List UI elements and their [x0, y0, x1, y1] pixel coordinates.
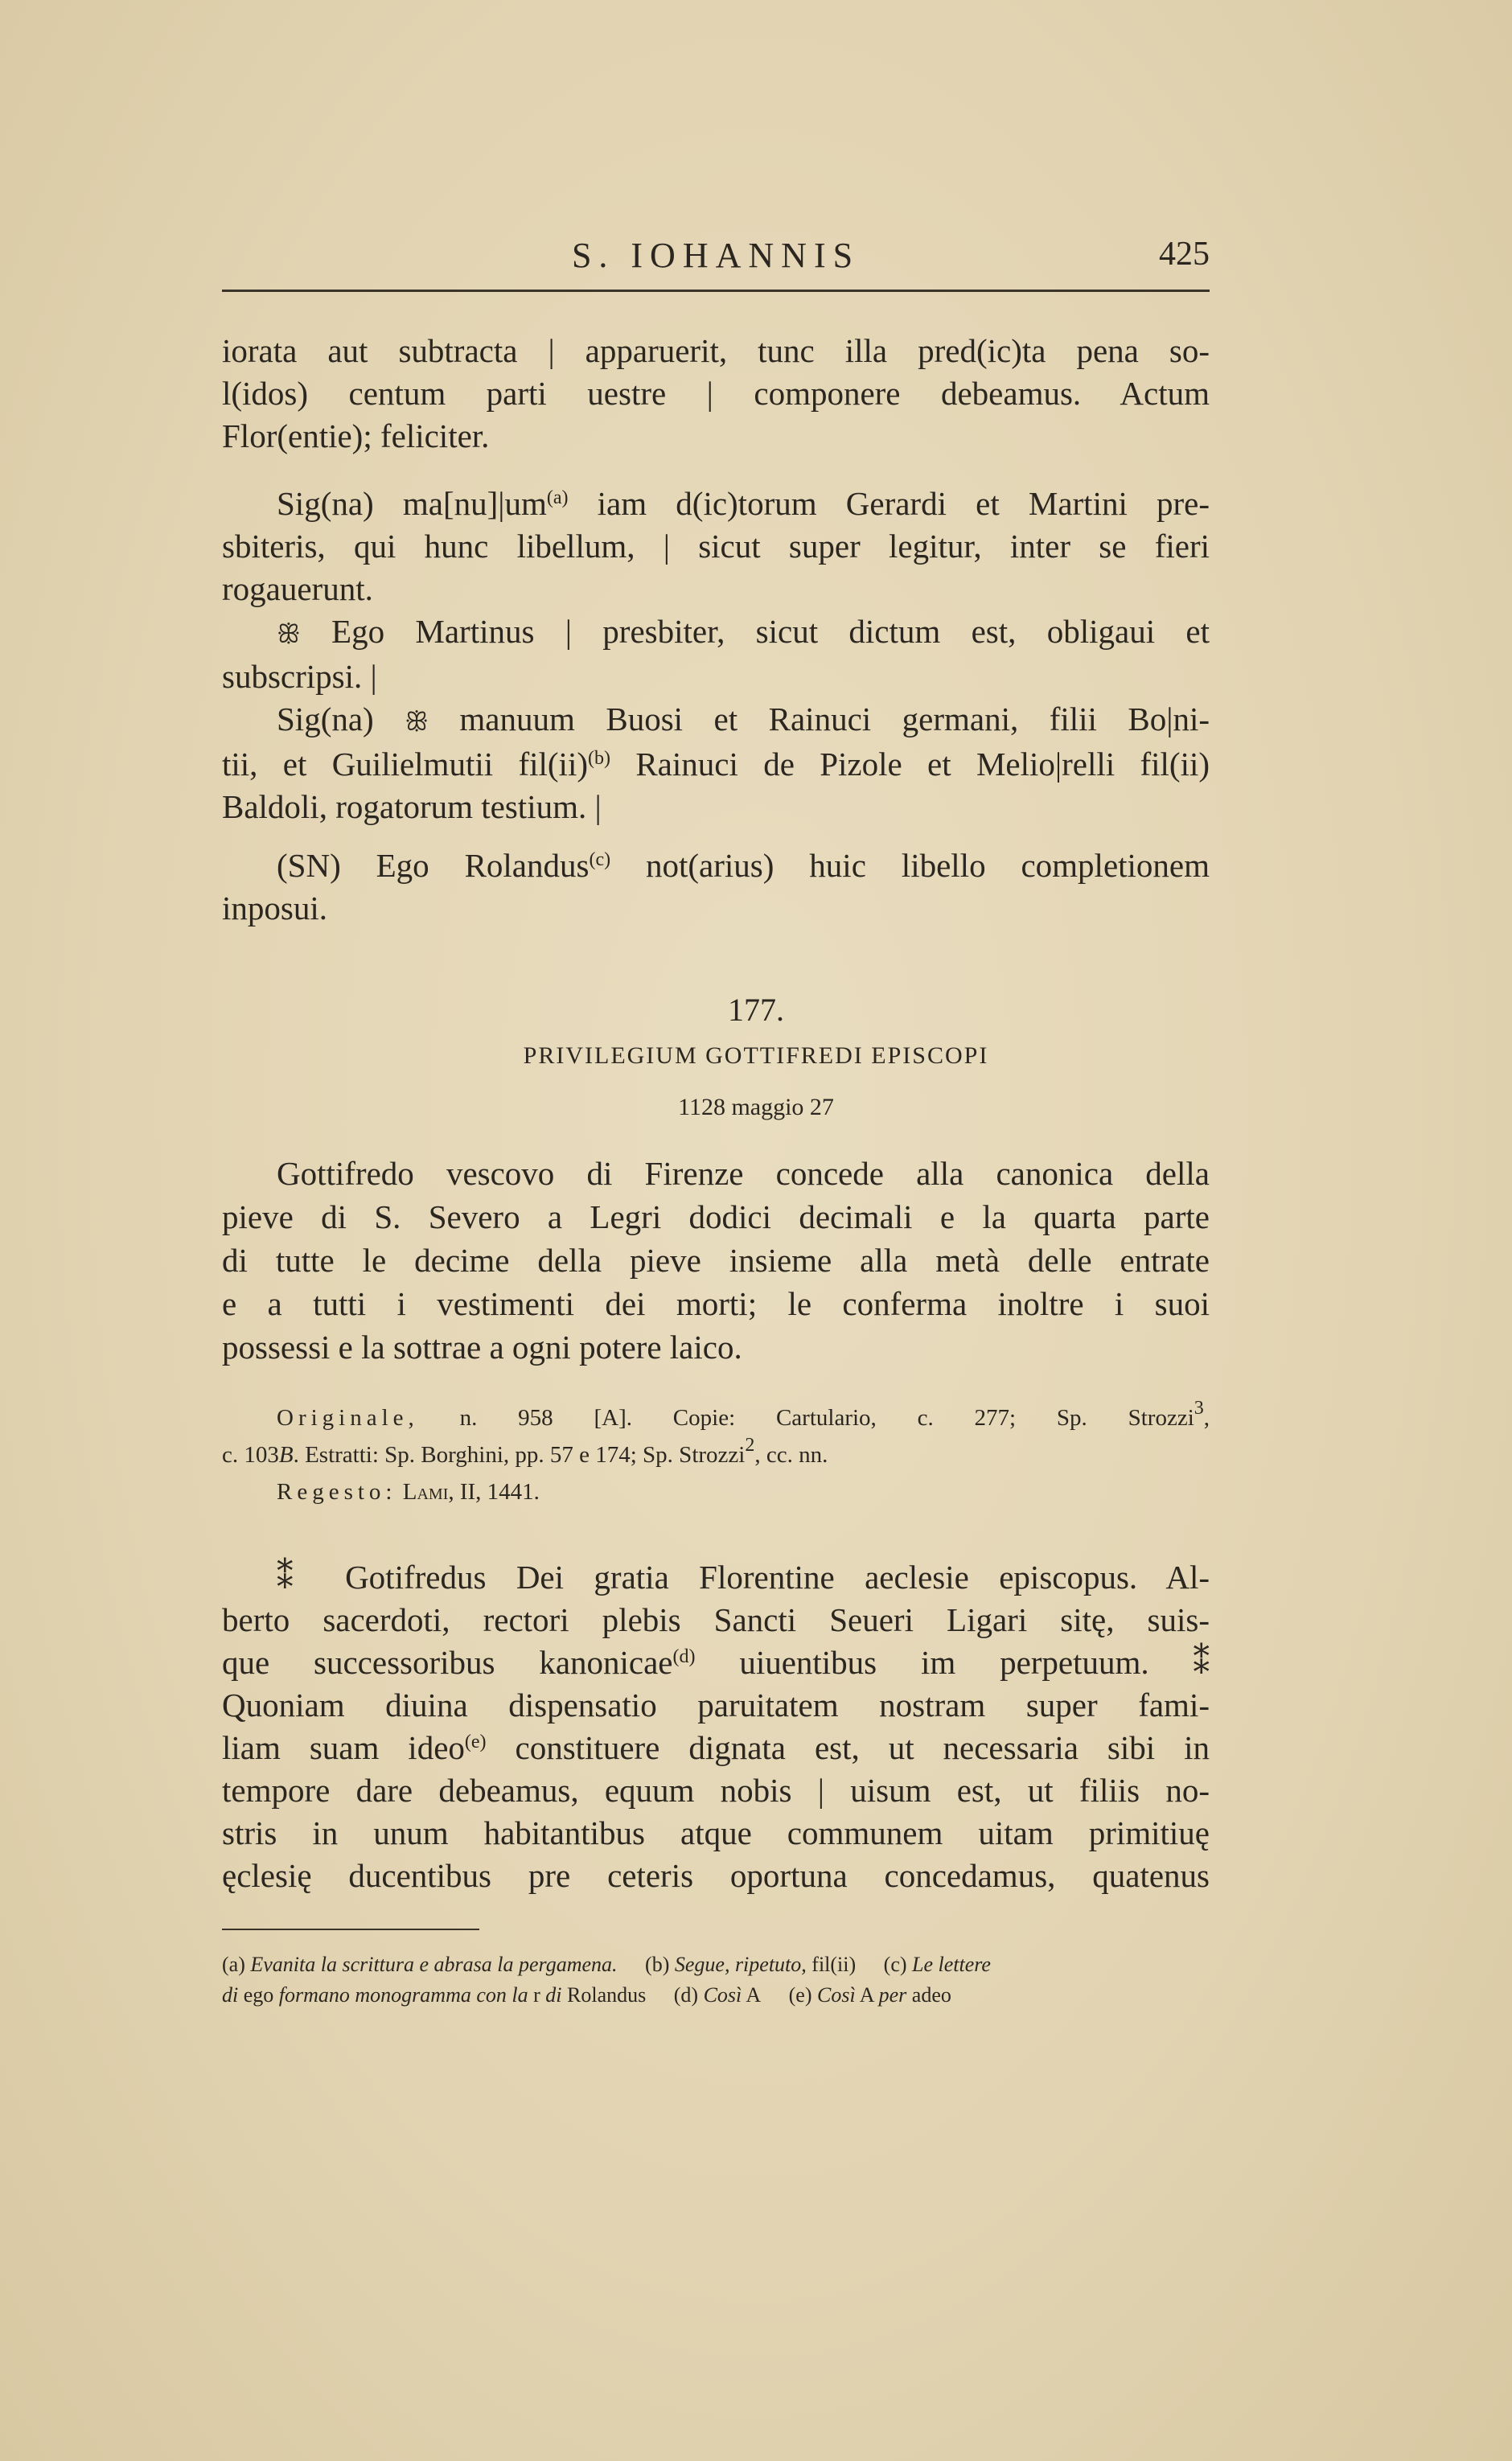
text-line: subscripsi. | [222, 658, 377, 695]
continuation-paragraph-1 [222, 330, 1210, 458]
text-line: (SN) Ego Rolandus$^{(c)}$ not(arius) huic libello completionem [277, 847, 1210, 884]
document-summary [222, 1152, 1210, 1369]
footnote-rule [222, 1929, 479, 1930]
footnote-line [222, 1949, 1210, 1980]
text-line: tempore dare debeamus, equum nobis | uisum est, ut filiis no- [222, 1772, 1210, 1809]
document-text [222, 1556, 1210, 1897]
text-line: tii, et Guilielmutii fil(ii)$^{(b)}$ Rainuci de Pizole et Melio|relli fil(ii) [222, 746, 1210, 783]
regesto-line: Regesto: Lami, II, 1441. [277, 1479, 540, 1505]
text-line: inposui. [222, 889, 327, 926]
text-line: ęclesię ducentibus pre ceteris oportuna concedamus, quatenus [222, 1857, 1210, 1894]
text-line: liam suam ideo$^{(e)}$ constituere dignata est, ut necessaria sibi in [222, 1729, 1210, 1766]
text-line: stris in unum habitantibus atque communem uitam primitiuę [222, 1814, 1210, 1851]
document-number: 177. [728, 992, 784, 1028]
text-line: Quoniam diuina dispensatio paruitatem nostram super fami- [222, 1687, 1210, 1724]
text-line: ꕥ Ego Martinus | presbiter, sicut dictum est, obligaui et [277, 613, 1210, 650]
footnote-d: (d) Così A [673, 1983, 762, 2007]
footnote-line [222, 1980, 1210, 2011]
summary-line: di tutte le decime della pieve insieme alla metà delle entrate [222, 1242, 1210, 1279]
footnote-mark: (a) [546, 487, 569, 508]
footnotes [222, 1949, 1210, 2011]
text-line: Sig(na) ꕥ manuum Buosi et Rainuci germani, filii Bo|ni- [277, 701, 1210, 737]
footnote-e: (e) Così A per adeo [788, 1983, 951, 2007]
footnote-mark: (b) [588, 748, 610, 769]
summary-line: pieve di S. Severo a Legri dodici decimali e la quarta parte [222, 1198, 1210, 1235]
sources-line: Originale, n. 958 [A]. Copie: Cartulario, c. 277; Sp. Strozzi$^3$, [277, 1398, 1210, 1431]
text-line: iorata aut subtracta | apparuerit, tunc illa pred(ic)ta pena so- [222, 332, 1210, 369]
document-date: 1128 maggio 27 [678, 1094, 834, 1120]
footnote-mark: (c) [589, 849, 611, 870]
summary-line: possessi e la sottrae a ogni potere laico. [222, 1329, 742, 1366]
text-line: ⁑ Gotifredus Dei gratia Florentine aeclesie episcopus. Al- [277, 1559, 1210, 1596]
text-line: sbiteris, qui hunc libellum, | sicut super legitur, inter se fieri [222, 528, 1210, 565]
footnote-a: (a) Evanita la scrittura e abrasa la pergamena. [222, 1953, 618, 1976]
sources-line: c. 103B. Estratti: Sp. Borghini, pp. 57 e 174; Sp. Strozzi$^2$, cc. nn. [222, 1435, 828, 1468]
footnote-mark: (d) [672, 1646, 696, 1667]
footnote-b: (b) Segue, ripetuto, fil(ii) [645, 1953, 857, 1976]
text-line: l(idos) centum parti uestre | componere debeamus. Actum [222, 375, 1210, 412]
text-line: rogauerunt. [222, 570, 373, 607]
page-number: 425 [1159, 236, 1210, 273]
document-title: PRIVILEGIUM GOTTIFREDI EPISCOPI [523, 1042, 989, 1069]
text-line: Flor(entie); feliciter. [222, 417, 490, 454]
text-line: berto sacerdoti, rectori plebis Sancti Seueri Ligari sitę, suis- [222, 1601, 1210, 1638]
monogram-icon: ꕥ [277, 619, 301, 648]
text-line: Baldoli, rogatorum testium. | [222, 788, 602, 825]
footnote-mark: (e) [464, 1732, 487, 1752]
document-sources [222, 1399, 1210, 1510]
page-header [222, 235, 1210, 283]
continuation-paragraph-3 [222, 844, 1210, 930]
continuation-paragraph-2 [222, 483, 1210, 828]
running-title: S. IOHANNIS [571, 236, 861, 275]
summary-line: e a tutti i vestimenti dei morti; le conferma inoltre i suoi [222, 1285, 1210, 1322]
text-line: Sig(na) $ma[nu]|um^{(a)}$ iam d(ic)torum Gerardi et Martini pre- [277, 485, 1210, 522]
header-rule [222, 290, 1210, 292]
text-line: que successoribus kanonicae$^{(d)}$ uiuentibus im perpetuum. ⁑ [222, 1644, 1210, 1681]
footnote-c-cont: di ego formano monogramma con la r di Rolandus [222, 1983, 647, 2007]
summary-line: Gottifredo vescovo di Firenze concede alla canonica della [277, 1155, 1210, 1192]
monogram-icon: ꕥ [405, 707, 429, 736]
footnote-c: (c) Le lettere [883, 1953, 991, 1976]
